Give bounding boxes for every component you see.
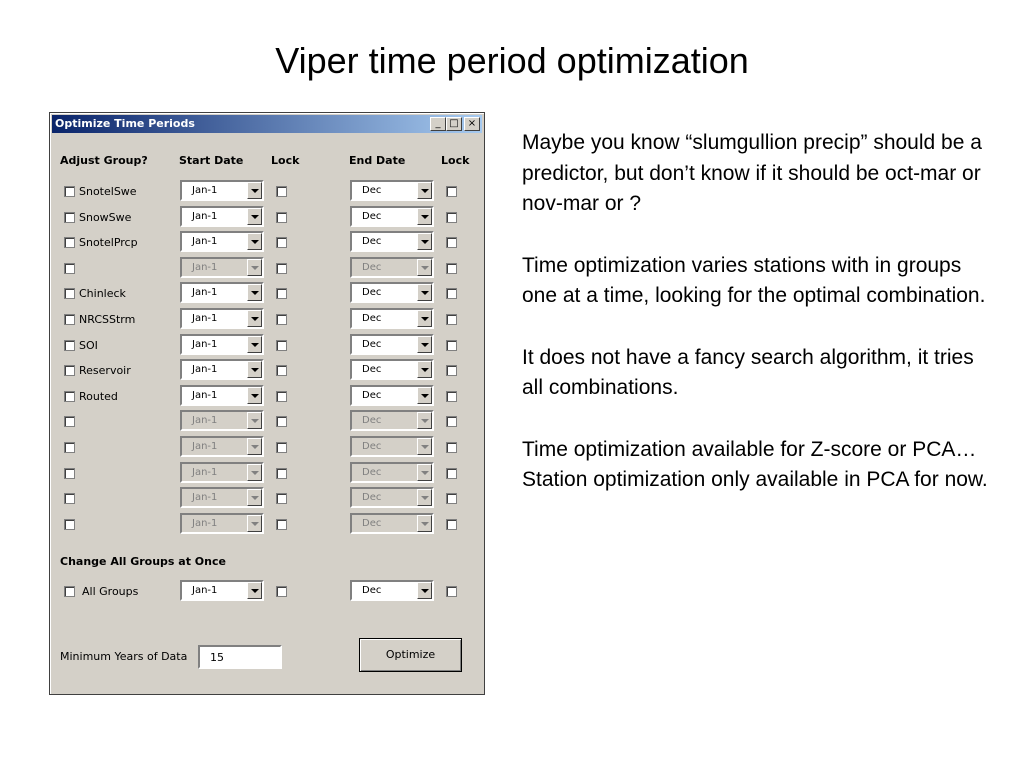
end-date-select[interactable] (350, 385, 434, 406)
start-lock-checkbox[interactable] (276, 442, 287, 453)
adjust-group-checkbox[interactable] (64, 263, 75, 274)
end-date-value: Dec (362, 211, 382, 222)
chevron-down-icon[interactable] (247, 336, 262, 353)
start-date-value: Jan-1 (192, 441, 218, 452)
min-years-label: Minimum Years of Data (60, 650, 188, 663)
chevron-down-icon[interactable] (247, 310, 262, 327)
chevron-down-icon[interactable] (247, 438, 262, 455)
chevron-down-icon[interactable] (417, 464, 432, 481)
end-date-select[interactable] (350, 231, 434, 252)
chevron-down-icon[interactable] (417, 284, 432, 301)
end-lock-checkbox[interactable] (446, 186, 457, 197)
all-groups-label: All Groups (82, 585, 139, 598)
min-years-input[interactable] (198, 645, 282, 669)
end-lock-checkbox[interactable] (446, 212, 457, 223)
start-date-select[interactable] (180, 385, 264, 406)
end-date-value: Dec (362, 492, 382, 503)
adjust-group-checkbox[interactable] (64, 314, 75, 325)
end-date-value: Dec (362, 287, 382, 298)
start-date-value: Jan-1 (192, 415, 218, 426)
all-groups-start-lock-checkbox[interactable] (276, 586, 287, 597)
start-lock-checkbox[interactable] (276, 391, 287, 402)
chevron-down-icon[interactable] (417, 259, 432, 276)
end-lock-checkbox[interactable] (446, 340, 457, 351)
start-date-value: Jan-1 (192, 339, 218, 350)
chevron-down-icon[interactable] (417, 361, 432, 378)
header-start-date: Start Date (179, 154, 244, 167)
start-lock-checkbox[interactable] (276, 468, 287, 479)
group-label: SnowSwe (79, 211, 132, 224)
chevron-down-icon[interactable] (247, 208, 262, 225)
adjust-group-checkbox[interactable] (64, 391, 75, 402)
end-date-value: Dec (362, 185, 382, 196)
end-lock-checkbox[interactable] (446, 263, 457, 274)
start-date-value: Jan-1 (192, 364, 218, 375)
note-paragraph: Time optimization available for Z-score or PCA… Station optimization only available in PCA for now. (522, 437, 988, 491)
end-date-value: Dec (362, 467, 382, 478)
end-date-value: Dec (362, 313, 382, 324)
start-date-select[interactable] (180, 231, 264, 252)
end-date-select[interactable] (350, 334, 434, 355)
optimize-button[interactable]: Optimize (359, 638, 462, 672)
end-date-select[interactable] (350, 206, 434, 227)
start-date-value: Jan-1 (192, 185, 218, 196)
end-lock-checkbox[interactable] (446, 237, 457, 248)
end-lock-checkbox[interactable] (446, 391, 457, 402)
end-date-select[interactable] (350, 308, 434, 329)
start-lock-checkbox[interactable] (276, 519, 287, 530)
start-date-value: Jan-1 (192, 236, 218, 247)
end-date-select[interactable] (350, 513, 434, 534)
notes-panel (522, 128, 992, 527)
start-lock-checkbox[interactable] (276, 288, 287, 299)
group-label: SnotelPrcp (79, 236, 138, 249)
group-label: Reservoir (79, 364, 131, 377)
chevron-down-icon[interactable] (417, 336, 432, 353)
start-date-select[interactable] (180, 206, 264, 227)
start-date-value: Jan-1 (192, 518, 218, 529)
group-label: SnotelSwe (79, 185, 137, 198)
end-date-select[interactable] (350, 462, 434, 483)
chevron-down-icon[interactable] (247, 464, 262, 481)
chevron-down-icon[interactable] (247, 259, 262, 276)
end-date-value: Dec (362, 339, 382, 350)
chevron-down-icon[interactable] (247, 182, 262, 199)
start-date-select[interactable] (180, 180, 264, 201)
all-groups-end-date-value: Dec (362, 585, 382, 596)
start-lock-checkbox[interactable] (276, 365, 287, 376)
change-all-section-label: Change All Groups at Once (60, 555, 226, 568)
start-date-value: Jan-1 (192, 467, 218, 478)
adjust-group-checkbox[interactable] (64, 493, 75, 504)
chevron-down-icon[interactable] (417, 310, 432, 327)
start-lock-checkbox[interactable] (276, 416, 287, 427)
header-end-date: End Date (349, 154, 406, 167)
end-date-value: Dec (362, 441, 382, 452)
start-date-value: Jan-1 (192, 313, 218, 324)
note-paragraph: It does not have a fancy search algorithm, it tries all combinations. (522, 345, 974, 399)
end-lock-checkbox[interactable] (446, 314, 457, 325)
end-date-select[interactable] (350, 436, 434, 457)
start-date-select[interactable] (180, 257, 264, 278)
adjust-group-checkbox[interactable] (64, 468, 75, 479)
all-groups-checkbox[interactable] (64, 586, 75, 597)
start-date-value: Jan-1 (192, 287, 218, 298)
start-date-select[interactable] (180, 436, 264, 457)
note-paragraph: Maybe you know “slumgullion precip” should be a predictor, but don’t know if it should be oct-mar or nov-mar or ? (522, 131, 982, 215)
all-groups-start-date-value: Jan-1 (192, 585, 218, 596)
end-date-value: Dec (362, 518, 382, 529)
chevron-down-icon[interactable] (417, 233, 432, 250)
adjust-group-checkbox[interactable] (64, 442, 75, 453)
chevron-down-icon[interactable] (417, 182, 432, 199)
chevron-down-icon[interactable] (417, 582, 432, 599)
chevron-down-icon[interactable] (247, 489, 262, 506)
note-paragraph: Time optimization varies stations with in groups one at a time, looking for the optimal combination. (522, 253, 986, 307)
start-date-select[interactable] (180, 359, 264, 380)
optimize-time-periods-window (49, 112, 485, 695)
adjust-group-checkbox[interactable] (64, 365, 75, 376)
group-label: Chinleck (79, 287, 126, 300)
window-title: Optimize Time Periods (55, 117, 195, 130)
header-start-lock: Lock (271, 154, 300, 167)
end-lock-checkbox[interactable] (446, 442, 457, 453)
end-lock-checkbox[interactable] (446, 493, 457, 504)
adjust-group-checkbox[interactable] (64, 288, 75, 299)
chevron-down-icon[interactable] (247, 233, 262, 250)
adjust-group-checkbox[interactable] (64, 186, 75, 197)
all-groups-end-lock-checkbox[interactable] (446, 586, 457, 597)
group-label: SOI (79, 339, 98, 352)
adjust-group-checkbox[interactable] (64, 212, 75, 223)
start-date-select[interactable] (180, 282, 264, 303)
close-button[interactable]: × (464, 117, 480, 131)
chevron-down-icon[interactable] (417, 438, 432, 455)
group-label: Routed (79, 390, 118, 403)
group-label: NRCSStrm (79, 313, 136, 326)
all-groups-start-date-select[interactable] (180, 580, 264, 601)
slide-title: Viper time period optimization (275, 40, 749, 81)
start-lock-checkbox[interactable] (276, 212, 287, 223)
start-date-select[interactable] (180, 487, 264, 508)
minimize-button[interactable]: _ (430, 117, 446, 131)
header-adjust-group: Adjust Group? (60, 154, 148, 167)
chevron-down-icon[interactable] (417, 387, 432, 404)
chevron-down-icon[interactable] (417, 208, 432, 225)
chevron-down-icon[interactable] (417, 412, 432, 429)
chevron-down-icon[interactable] (247, 284, 262, 301)
end-date-select[interactable] (350, 410, 434, 431)
all-groups-end-date-select[interactable] (350, 580, 434, 601)
maximize-button[interactable]: □ (446, 117, 462, 131)
end-lock-checkbox[interactable] (446, 519, 457, 530)
end-lock-checkbox[interactable] (446, 288, 457, 299)
start-date-select[interactable] (180, 334, 264, 355)
window-titlebar[interactable] (52, 115, 482, 133)
chevron-down-icon[interactable] (247, 582, 262, 599)
chevron-down-icon[interactable] (247, 361, 262, 378)
chevron-down-icon[interactable] (247, 412, 262, 429)
adjust-group-checkbox[interactable] (64, 416, 75, 427)
chevron-down-icon[interactable] (417, 515, 432, 532)
start-lock-checkbox[interactable] (276, 186, 287, 197)
end-date-select[interactable] (350, 359, 434, 380)
end-date-value: Dec (362, 390, 382, 401)
end-date-value: Dec (362, 364, 382, 375)
end-date-select[interactable] (350, 180, 434, 201)
start-date-select[interactable] (180, 410, 264, 431)
start-lock-checkbox[interactable] (276, 314, 287, 325)
start-date-select[interactable] (180, 513, 264, 534)
chevron-down-icon[interactable] (417, 489, 432, 506)
end-date-select[interactable] (350, 257, 434, 278)
adjust-group-checkbox[interactable] (64, 237, 75, 248)
start-date-value: Jan-1 (192, 492, 218, 503)
start-lock-checkbox[interactable] (276, 263, 287, 274)
min-years-value: 15 (210, 651, 224, 664)
end-date-select[interactable] (350, 282, 434, 303)
end-lock-checkbox[interactable] (446, 416, 457, 427)
end-lock-checkbox[interactable] (446, 365, 457, 376)
start-date-select[interactable] (180, 308, 264, 329)
start-lock-checkbox[interactable] (276, 493, 287, 504)
adjust-group-checkbox[interactable] (64, 340, 75, 351)
start-lock-checkbox[interactable] (276, 340, 287, 351)
chevron-down-icon[interactable] (247, 387, 262, 404)
end-date-value: Dec (362, 236, 382, 247)
start-date-select[interactable] (180, 462, 264, 483)
end-date-value: Dec (362, 262, 382, 273)
adjust-group-checkbox[interactable] (64, 519, 75, 530)
start-lock-checkbox[interactable] (276, 237, 287, 248)
end-date-value: Dec (362, 415, 382, 426)
start-date-value: Jan-1 (192, 390, 218, 401)
end-date-select[interactable] (350, 487, 434, 508)
chevron-down-icon[interactable] (247, 515, 262, 532)
header-end-lock: Lock (441, 154, 470, 167)
start-date-value: Jan-1 (192, 262, 218, 273)
end-lock-checkbox[interactable] (446, 468, 457, 479)
start-date-value: Jan-1 (192, 211, 218, 222)
